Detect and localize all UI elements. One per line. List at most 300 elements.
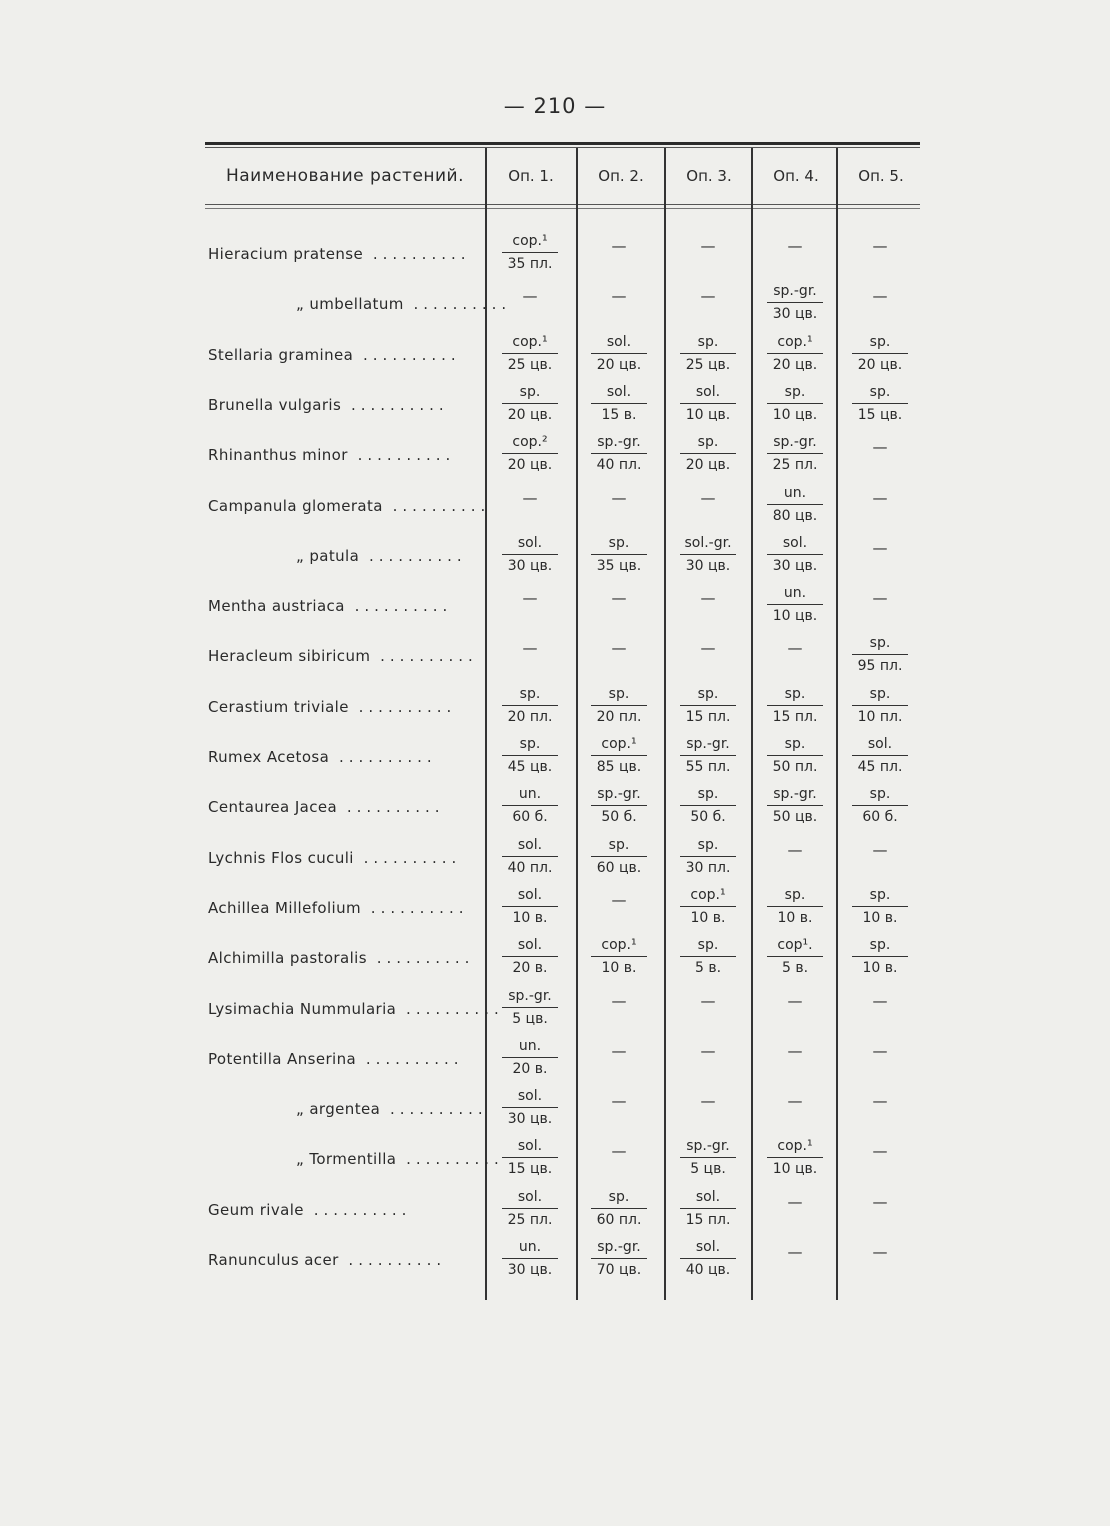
- abundance-value: sp.: [591, 532, 647, 555]
- abundance-value: cop.¹: [767, 1135, 823, 1158]
- cell-op-1: [487, 733, 573, 778]
- height-phase-value: 15 цв.: [857, 406, 903, 423]
- dash-value: —: [611, 488, 627, 507]
- height-phase-value: 50 б.: [690, 809, 726, 826]
- dash-value: —: [611, 1142, 627, 1161]
- abundance-value: sol.: [502, 834, 558, 857]
- cell-op-1: [487, 582, 573, 626]
- dash-value: —: [522, 639, 538, 658]
- cell-op-1: [487, 783, 573, 828]
- abundance-value: sp.: [852, 632, 908, 655]
- cell-op-4: [752, 1085, 838, 1129]
- cell-op-4: [752, 1186, 838, 1230]
- height-phase-value: 30 цв.: [772, 306, 818, 323]
- abundance-value: sp.: [680, 683, 736, 706]
- cell-op-4: [752, 934, 838, 979]
- dash-value: —: [611, 991, 627, 1010]
- height-phase-value: 85 цв.: [596, 759, 642, 775]
- height-phase-value: 25 пл.: [507, 1211, 553, 1228]
- cell-op-4: [752, 1035, 838, 1079]
- height-phase-value: 10 в.: [862, 960, 898, 977]
- height-phase-value: 10 цв.: [772, 608, 818, 625]
- header-op-4: Оп. 4.: [773, 167, 819, 185]
- dash-value: —: [700, 589, 716, 608]
- cell-op-5: [837, 280, 923, 324]
- dash-value: —: [872, 538, 888, 557]
- dash-value: —: [700, 237, 716, 255]
- cell-op-4: [752, 582, 838, 627]
- abundance-value: sp.: [591, 834, 647, 857]
- cell-op-5: [837, 582, 923, 626]
- dash-value: —: [522, 589, 538, 608]
- height-phase-value: 60 б.: [512, 809, 548, 826]
- cell-op-1: [487, 482, 573, 526]
- height-phase-value: 10 цв.: [685, 406, 731, 423]
- cell-op-3: [665, 934, 751, 979]
- cell-op-2: [576, 683, 662, 728]
- abundance-value: sol.: [680, 1236, 736, 1259]
- dash-value: —: [700, 639, 716, 658]
- plant-name: Campanula glomerata ..........: [208, 496, 491, 515]
- cell-op-2: [576, 985, 662, 1029]
- abundance-value: sp.-gr.: [680, 733, 736, 756]
- cell-op-2: [576, 934, 662, 979]
- cell-op-4: [752, 1236, 838, 1280]
- abundance-value: sol.: [502, 532, 558, 555]
- abundance-value: sol.: [852, 733, 908, 756]
- cell-op-4: [752, 632, 838, 676]
- height-phase-value: 60 пл.: [596, 1211, 642, 1228]
- dash-value: —: [872, 1192, 888, 1211]
- height-phase-value: 10 в.: [690, 909, 726, 926]
- height-phase-value: 25 пл.: [772, 457, 818, 474]
- cell-op-1: [487, 632, 573, 676]
- abundance-value: un.: [502, 1236, 558, 1259]
- header-rule: [205, 204, 920, 205]
- cell-op-3: [665, 683, 751, 728]
- dash-value: —: [611, 237, 627, 255]
- abundance-value: cop¹.: [767, 934, 823, 957]
- plant-name: Brunella vulgaris ..........: [208, 395, 449, 414]
- cell-op-2: [576, 1085, 662, 1129]
- height-phase-value: 20 цв.: [507, 457, 553, 474]
- abundance-value: cop.¹: [502, 331, 558, 354]
- plant-name: „ patula ..........: [296, 546, 467, 565]
- cell-op-5: [837, 884, 923, 929]
- cell-op-3: [665, 532, 751, 577]
- dash-value: —: [611, 287, 627, 306]
- height-phase-value: 20 цв.: [507, 406, 553, 423]
- header-op-5: Оп. 5.: [858, 167, 904, 185]
- height-phase-value: 40 цв.: [685, 1262, 731, 1278]
- cell-op-4: [752, 834, 838, 878]
- dash-value: —: [700, 488, 716, 507]
- cell-op-5: [837, 1135, 923, 1179]
- abundance-value: sp.: [767, 884, 823, 907]
- height-phase-value: 80 цв.: [772, 507, 818, 524]
- cell-op-1: [487, 1085, 573, 1130]
- abundance-value: sp.: [680, 783, 736, 806]
- dash-value: —: [522, 488, 538, 507]
- cell-op-5: [837, 482, 923, 526]
- cell-op-5: [837, 532, 923, 576]
- abundance-value: sp.-gr.: [680, 1135, 736, 1158]
- dash-value: —: [611, 890, 627, 909]
- dash-value: —: [872, 1243, 888, 1261]
- cell-op-4: [752, 431, 838, 476]
- dash-value: —: [787, 1092, 803, 1111]
- dash-value: —: [787, 991, 803, 1010]
- cell-op-2: [576, 1035, 662, 1079]
- abundance-value: cop.¹: [591, 733, 647, 756]
- height-phase-value: 10 в.: [777, 909, 813, 926]
- abundance-value: sp.: [680, 331, 736, 354]
- cell-op-1: [487, 532, 573, 577]
- abundance-value: sol.-gr.: [680, 532, 736, 555]
- dash-value: —: [611, 1041, 627, 1060]
- cell-op-1: [487, 331, 573, 376]
- cell-op-1: [487, 1186, 573, 1231]
- plant-name: Rumex Acetosa ..........: [208, 748, 437, 766]
- cell-op-4: [752, 683, 838, 728]
- height-phase-value: 70 цв.: [596, 1262, 642, 1278]
- cell-op-1: [487, 431, 573, 476]
- abundance-value: sp.-gr.: [767, 280, 823, 303]
- abundance-value: sp.: [502, 733, 558, 756]
- page-number: — 210 —: [503, 94, 607, 118]
- plant-name: Alchimilla pastoralis ..........: [208, 949, 475, 968]
- dash-value: —: [872, 237, 888, 255]
- height-phase-value: 15 пл.: [772, 708, 818, 725]
- plant-name: Stellaria graminea ..........: [208, 345, 461, 364]
- plant-name: Hieracium pratense ..........: [208, 245, 471, 263]
- abundance-value: un.: [502, 783, 558, 806]
- plant-name: Geum rivale ..........: [208, 1200, 412, 1219]
- cell-op-3: [665, 482, 751, 526]
- height-phase-value: 20 пл.: [507, 708, 553, 725]
- header-op-3: Оп. 3.: [686, 167, 732, 185]
- cell-op-3: [665, 733, 751, 778]
- height-phase-value: 25 цв.: [507, 356, 553, 373]
- height-phase-value: 60 б.: [862, 809, 898, 826]
- abundance-value: un.: [502, 1035, 558, 1058]
- cell-op-2: [576, 884, 662, 928]
- cell-op-3: [665, 985, 751, 1029]
- height-phase-value: 35 пл.: [507, 256, 553, 272]
- height-phase-value: 45 пл.: [857, 759, 903, 775]
- abundance-value: sp.: [680, 431, 736, 454]
- cell-op-3: [665, 632, 751, 676]
- cell-op-1: [487, 834, 573, 879]
- height-phase-value: 40 пл.: [507, 859, 553, 876]
- height-phase-value: 30 цв.: [685, 557, 731, 574]
- top-rule-thin: [205, 147, 920, 148]
- cell-op-5: [837, 1085, 923, 1129]
- abundance-value: sp.-gr.: [591, 431, 647, 454]
- cell-op-4: [752, 280, 838, 325]
- header-rule-2: [205, 208, 920, 209]
- abundance-value: sp.: [502, 683, 558, 706]
- dash-value: —: [872, 991, 888, 1010]
- dash-value: —: [872, 840, 888, 859]
- cell-op-3: [665, 431, 751, 476]
- cell-op-3: [665, 884, 751, 929]
- abundance-value: sol.: [502, 1186, 558, 1209]
- cell-op-1: [487, 1236, 573, 1281]
- cell-op-2: [576, 331, 662, 376]
- cell-op-1: [487, 381, 573, 426]
- plant-name: Achillea Millefolium ..........: [208, 898, 469, 917]
- cell-op-4: [752, 733, 838, 778]
- cell-op-2: [576, 482, 662, 526]
- abundance-value: sol.: [502, 884, 558, 907]
- cell-op-5: [837, 934, 923, 979]
- cell-op-3: [665, 331, 751, 376]
- cell-op-5: [837, 733, 923, 778]
- height-phase-value: 10 в.: [862, 909, 898, 926]
- cell-op-4: [752, 1135, 838, 1180]
- cell-op-2: [576, 632, 662, 676]
- cell-op-4: [752, 783, 838, 828]
- cell-op-2: [576, 230, 662, 274]
- top-rule: [205, 142, 920, 145]
- cell-op-5: [837, 230, 923, 274]
- cell-op-5: [837, 834, 923, 878]
- dash-value: —: [611, 1092, 627, 1111]
- height-phase-value: 20 в.: [512, 960, 548, 977]
- height-phase-value: 15 пл.: [685, 708, 731, 725]
- height-phase-value: 10 цв.: [772, 406, 818, 423]
- abundance-value: sp.: [502, 381, 558, 404]
- plant-name: „ umbellatum ..........: [296, 295, 512, 314]
- abundance-value: sol.: [680, 381, 736, 404]
- cell-op-3: [665, 381, 751, 426]
- cell-op-1: [487, 230, 573, 275]
- height-phase-value: 10 цв.: [772, 1161, 818, 1178]
- cell-op-2: [576, 381, 662, 426]
- dash-value: —: [872, 589, 888, 608]
- height-phase-value: 30 цв.: [772, 557, 818, 574]
- cell-op-5: [837, 783, 923, 828]
- plant-name: „ Tormentilla ..........: [296, 1150, 504, 1169]
- abundance-value: sp.: [852, 381, 908, 404]
- height-phase-value: 20 цв.: [857, 356, 903, 373]
- dash-value: —: [787, 1192, 803, 1211]
- height-phase-value: 55 пл.: [685, 759, 731, 775]
- dash-value: —: [787, 1041, 803, 1060]
- plant-name: Potentilla Anserina ..........: [208, 1049, 464, 1068]
- height-phase-value: 40 пл.: [596, 457, 642, 474]
- cell-op-2: [576, 431, 662, 476]
- dash-value: —: [787, 1243, 803, 1261]
- dash-value: —: [872, 287, 888, 306]
- abundance-value: cop.¹: [680, 884, 736, 907]
- cell-op-3: [665, 1236, 751, 1281]
- header-op-2: Оп. 2.: [598, 167, 644, 185]
- cell-op-1: [487, 683, 573, 728]
- cell-op-2: [576, 733, 662, 778]
- cell-op-2: [576, 532, 662, 577]
- height-phase-value: 10 в.: [601, 960, 637, 977]
- dash-value: —: [872, 1092, 888, 1111]
- dash-value: —: [611, 589, 627, 608]
- dash-value: —: [787, 840, 803, 859]
- abundance-value: sp.: [852, 331, 908, 354]
- abundance-value: sp.: [767, 381, 823, 404]
- cell-op-5: [837, 431, 923, 475]
- cell-op-2: [576, 783, 662, 828]
- height-phase-value: 5 цв.: [690, 1161, 726, 1178]
- abundance-value: sol.: [502, 1085, 558, 1108]
- height-phase-value: 10 пл.: [857, 708, 903, 725]
- abundance-value: sol.: [767, 532, 823, 555]
- dash-value: —: [700, 1092, 716, 1111]
- abundance-value: sp.: [852, 884, 908, 907]
- dash-value: —: [872, 488, 888, 507]
- height-phase-value: 5 цв.: [512, 1010, 548, 1027]
- height-phase-value: 60 цв.: [596, 859, 642, 876]
- plant-name: Centaurea Jacea ..........: [208, 798, 445, 817]
- table-row: [205, 1239, 920, 1298]
- dash-value: —: [787, 639, 803, 658]
- cell-op-5: [837, 331, 923, 376]
- cell-op-3: [665, 783, 751, 828]
- plant-name: Lysimachia Nummularia ..........: [208, 999, 504, 1018]
- dash-value: —: [611, 639, 627, 658]
- cell-op-5: [837, 1186, 923, 1230]
- cell-op-4: [752, 381, 838, 426]
- plant-name: Heracleum sibiricum ..........: [208, 647, 478, 666]
- height-phase-value: 15 пл.: [685, 1211, 731, 1228]
- height-phase-value: 20 пл.: [596, 708, 642, 725]
- cell-op-5: [837, 1035, 923, 1079]
- dash-value: —: [700, 1041, 716, 1060]
- abundance-value: sol.: [591, 381, 647, 404]
- abundance-value: cop.²: [502, 431, 558, 454]
- dash-value: —: [872, 1142, 888, 1161]
- cell-op-4: [752, 985, 838, 1029]
- cell-op-1: [487, 934, 573, 979]
- cell-op-4: [752, 230, 838, 274]
- height-phase-value: 50 цв.: [772, 809, 818, 826]
- abundance-value: cop.¹: [591, 934, 647, 957]
- cell-op-2: [576, 834, 662, 879]
- height-phase-value: 5 в.: [781, 960, 809, 977]
- cell-op-4: [752, 532, 838, 577]
- cell-op-3: [665, 1186, 751, 1231]
- cell-op-2: [576, 1186, 662, 1231]
- abundance-value: sol.: [680, 1186, 736, 1209]
- dash-value: —: [872, 1041, 888, 1060]
- cell-op-5: [837, 632, 923, 677]
- cell-op-3: [665, 1035, 751, 1079]
- dash-value: —: [700, 991, 716, 1010]
- cell-op-4: [752, 482, 838, 527]
- cell-op-4: [752, 331, 838, 376]
- height-phase-value: 15 в.: [601, 406, 637, 423]
- plant-name: Ranunculus acer ..........: [208, 1251, 447, 1269]
- dash-value: —: [872, 438, 888, 457]
- cell-op-3: [665, 230, 751, 274]
- cell-op-3: [665, 582, 751, 626]
- height-phase-value: 95 пл.: [857, 658, 903, 675]
- plant-name: „ argentea ..........: [296, 1100, 488, 1119]
- dash-value: —: [522, 287, 538, 306]
- cell-op-4: [752, 884, 838, 929]
- plant-name: Lychnis Flos cuculi ..........: [208, 848, 462, 867]
- cell-op-3: [665, 1135, 751, 1180]
- abundance-value: sol.: [502, 1135, 558, 1158]
- cell-op-3: [665, 1085, 751, 1129]
- abundance-value: un.: [767, 582, 823, 605]
- abundance-value: un.: [767, 482, 823, 505]
- height-phase-value: 10 в.: [512, 909, 548, 926]
- cell-op-2: [576, 1236, 662, 1281]
- cell-op-1: [487, 985, 573, 1030]
- cell-op-5: [837, 1236, 923, 1280]
- abundance-value: sp.: [591, 683, 647, 706]
- cell-op-1: [487, 884, 573, 929]
- height-phase-value: 20 цв.: [685, 457, 731, 474]
- header-op-1: Оп. 1.: [508, 167, 554, 185]
- height-phase-value: 5 в.: [694, 960, 722, 977]
- abundance-value: sp.: [852, 683, 908, 706]
- height-phase-value: 25 цв.: [685, 356, 731, 373]
- cell-op-1: [487, 1035, 573, 1080]
- abundance-value: sp.: [680, 934, 736, 957]
- height-phase-value: 50 пл.: [772, 759, 818, 775]
- height-phase-value: 30 цв.: [507, 557, 553, 574]
- cell-op-2: [576, 1135, 662, 1179]
- plant-name: Mentha austriaca ..........: [208, 597, 453, 616]
- height-phase-value: 20 в.: [512, 1060, 548, 1077]
- height-phase-value: 45 цв.: [507, 759, 553, 775]
- cell-op-5: [837, 381, 923, 426]
- abundance-value: sp.-gr.: [767, 783, 823, 806]
- abundance-value: sol.: [502, 934, 558, 957]
- plant-name: Cerastium triviale ..........: [208, 697, 457, 716]
- cell-op-1: [487, 1135, 573, 1180]
- dash-value: —: [787, 237, 803, 255]
- abundance-value: sp.-gr.: [591, 1236, 647, 1259]
- height-phase-value: 15 цв.: [507, 1161, 553, 1178]
- abundance-value: sp.: [852, 783, 908, 806]
- abundance-value: cop.¹: [767, 331, 823, 354]
- abundance-value: cop.¹: [502, 230, 558, 253]
- abundance-value: sp.: [767, 683, 823, 706]
- abundance-value: sol.: [591, 331, 647, 354]
- plant-name: Rhinanthus minor ..........: [208, 446, 456, 465]
- abundance-value: sp.: [852, 934, 908, 957]
- height-phase-value: 30 цв.: [507, 1262, 553, 1278]
- height-phase-value: 20 цв.: [596, 356, 642, 373]
- cell-op-3: [665, 280, 751, 324]
- height-phase-value: 30 пл.: [685, 859, 731, 876]
- cell-op-3: [665, 834, 751, 879]
- cell-op-5: [837, 683, 923, 728]
- height-phase-value: 35 цв.: [596, 557, 642, 574]
- cell-op-2: [576, 582, 662, 626]
- abundance-value: sp.: [767, 733, 823, 756]
- cell-op-5: [837, 985, 923, 1029]
- abundance-value: sp.: [591, 1186, 647, 1209]
- cell-op-1: [487, 280, 573, 324]
- abundance-value: sp.-gr.: [502, 985, 558, 1008]
- header-plant-name: Наименование растений.: [225, 166, 465, 186]
- abundance-value: sp.: [680, 834, 736, 857]
- height-phase-value: 30 цв.: [507, 1111, 553, 1128]
- height-phase-value: 20 цв.: [772, 356, 818, 373]
